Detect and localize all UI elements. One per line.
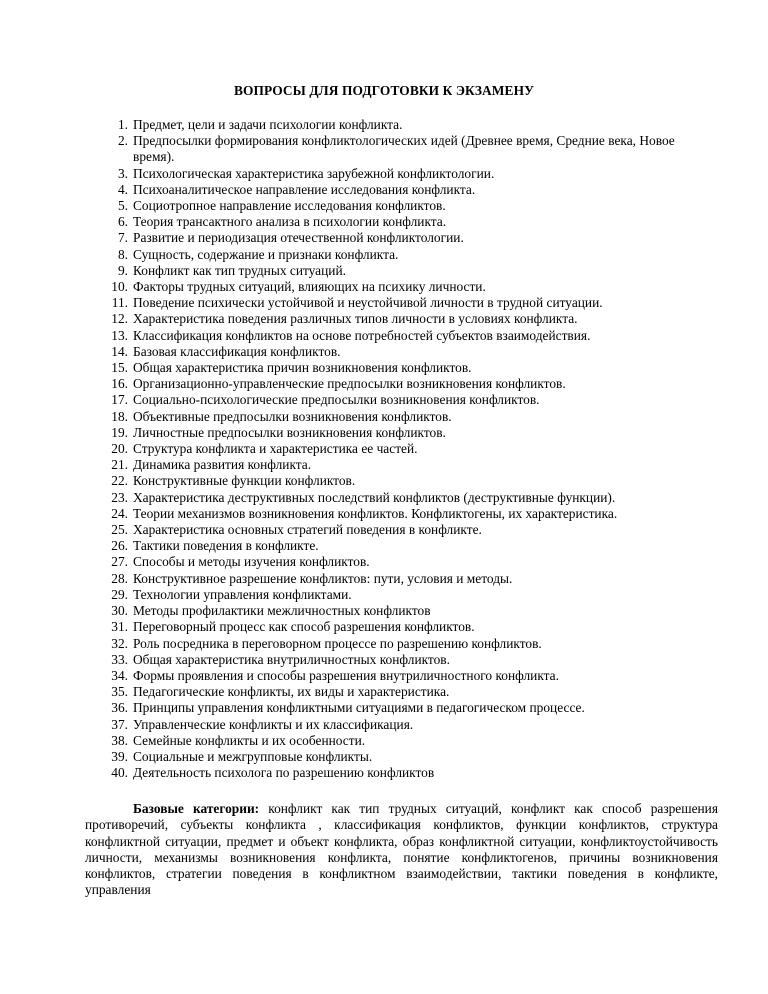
question-number: 12. — [111, 311, 128, 327]
question-number: 20. — [111, 441, 128, 457]
question-item — [106, 749, 716, 765]
question-text: Социально-психологические предпосылки возникновения конфликтов. — [133, 392, 540, 408]
question-list — [106, 117, 716, 781]
question-text: Методы профилактики межличностных конфликтов — [133, 603, 431, 619]
question-number: 19. — [111, 424, 128, 440]
question-number: 25. — [111, 522, 128, 538]
question-number: 37. — [111, 716, 128, 732]
question-number: 29. — [111, 586, 128, 602]
question-text: Развитие и периодизация отечественной конфликтологии. — [133, 230, 464, 246]
question-item — [106, 279, 716, 295]
question-item — [106, 619, 716, 635]
question-number: 3. — [117, 165, 128, 181]
question-number: 10. — [111, 279, 128, 295]
question-item — [106, 117, 716, 133]
question-number: 16. — [111, 376, 128, 392]
question-text: Психоаналитическое направление исследования конфликта. — [133, 181, 476, 197]
question-text: Поведение психически устойчивой и неустойчивой личности в трудной ситуации. — [133, 295, 603, 311]
question-text: Общая характеристика внутриличностных конфликтов. — [133, 651, 450, 667]
question-number: 22. — [111, 473, 128, 489]
question-text: Характеристика поведения различных типов личности в условиях конфликта. — [133, 311, 578, 327]
question-item — [106, 392, 716, 408]
question-number: 23. — [111, 489, 128, 505]
question-item — [106, 263, 716, 279]
question-text: Классификация конфликтов на основе потребностей субъектов взаимодействия. — [133, 327, 591, 343]
question-text: Базовая классификация конфликтов. — [133, 343, 341, 359]
question-text: Способы и методы изучения конфликтов. — [133, 554, 370, 570]
question-item — [106, 700, 716, 716]
question-text: Технологии управления конфликтами. — [133, 586, 352, 602]
question-number: 9. — [117, 262, 128, 278]
question-item — [106, 457, 716, 473]
question-item — [106, 214, 716, 230]
question-number: 35. — [111, 684, 128, 700]
question-item — [106, 198, 716, 214]
question-text: Личностные предпосылки возникновения конфликтов. — [133, 424, 446, 440]
question-item — [106, 247, 716, 263]
question-item — [106, 376, 716, 392]
question-text: Предпосылки формирования конфликтологических идей (Древнее время, Средние века, Новое время). — [133, 133, 675, 165]
question-number: 2. — [117, 133, 128, 149]
question-text: Характеристика основных стратегий поведения в конфликте. — [133, 522, 482, 538]
question-item — [106, 295, 716, 311]
question-number: 38. — [111, 732, 128, 748]
question-text: Деятельность психолога по разрешению конфликтов — [133, 765, 435, 781]
question-text: Конструктивное разрешение конфликтов: пути, условия и методы. — [133, 570, 513, 586]
question-item — [106, 765, 716, 781]
question-item — [106, 571, 716, 587]
question-text: Управленческие конфликты и их классификация. — [133, 716, 414, 732]
question-item — [106, 684, 716, 700]
question-text: Формы проявления и способы разрешения внутриличностного конфликта. — [133, 667, 559, 683]
question-item — [106, 133, 716, 165]
question-text: Конструктивные функции конфликтов. — [133, 473, 356, 489]
question-item — [106, 344, 716, 360]
page-title: ВОПРОСЫ ДЛЯ ПОДГОТОВКИ К ЭКЗАМЕНУ — [233, 83, 535, 98]
question-text: Организационно-управленческие предпосылки возникновения конфликтов. — [133, 376, 566, 392]
question-text: Объективные предпосылки возникновения конфликтов. — [133, 408, 452, 424]
question-text: Характеристика деструктивных последствий конфликтов (деструктивные функции). — [133, 489, 616, 505]
question-text: Семейные конфликты и их особенности. — [133, 732, 366, 748]
question-item — [106, 587, 716, 603]
question-number: 18. — [111, 408, 128, 424]
question-text: Педагогические конфликты, их виды и характеристика. — [133, 684, 450, 700]
question-item — [106, 636, 716, 652]
question-number: 28. — [111, 570, 128, 586]
basic-categories-label: Базовые категории: — [133, 801, 260, 816]
question-text: Тактики поведения в конфликте. — [133, 538, 319, 554]
question-number: 4. — [117, 181, 128, 197]
question-number: 15. — [111, 360, 128, 376]
question-text: Структура конфликта и характеристика ее частей. — [133, 441, 418, 457]
question-item — [106, 733, 716, 749]
question-number: 6. — [117, 214, 128, 230]
question-item — [106, 311, 716, 327]
question-item — [106, 166, 716, 182]
question-item — [106, 554, 716, 570]
question-text: Социальные и межгрупповые конфликты. — [133, 748, 373, 764]
question-number: 8. — [117, 246, 128, 262]
question-item — [106, 473, 716, 489]
question-text: Общая характеристика причин возникновения конфликтов. — [133, 360, 472, 376]
question-item — [106, 506, 716, 522]
question-number: 14. — [111, 343, 128, 359]
question-item — [106, 182, 716, 198]
question-number: 1. — [117, 117, 128, 132]
question-item — [106, 425, 716, 441]
question-number: 34. — [111, 667, 128, 683]
question-text: Принципы управления конфликтными ситуациями в педагогическом процессе. — [133, 700, 585, 716]
question-number: 39. — [111, 748, 128, 764]
question-text: Переговорный процесс как способ разрешения конфликтов. — [133, 619, 475, 635]
question-number: 17. — [111, 392, 128, 408]
question-item — [106, 409, 716, 425]
question-item — [106, 328, 716, 344]
question-number: 32. — [111, 635, 128, 651]
question-number: 7. — [117, 230, 128, 246]
question-item — [106, 652, 716, 668]
question-number: 24. — [111, 505, 128, 521]
question-item — [106, 603, 716, 619]
question-text: Социотропное направление исследования конфликтов. — [133, 198, 446, 214]
question-number: 31. — [111, 619, 128, 635]
question-number: 27. — [111, 554, 128, 570]
question-item — [106, 538, 716, 554]
question-item — [106, 490, 716, 506]
question-item — [106, 668, 716, 684]
question-text: Факторы трудных ситуаций, влияющих на психику личности. — [133, 279, 486, 295]
question-number: 40. — [111, 765, 128, 781]
question-text: Роль посредника в переговорном процессе по разрешению конфликтов. — [133, 635, 542, 651]
basic-categories-paragraph — [85, 801, 718, 899]
question-number: 36. — [111, 700, 128, 716]
question-number: 33. — [111, 651, 128, 667]
basic-categories-text: конфликт как тип трудных ситуаций, конфликт как способ разрешения противоречий, субъекты конфликта , классификация конфликтов, функции конфликтов, структура конфликтной ситуации, предмет и объект конфликта, образ конфликтной ситуации, конфликтоустойчивость личности, механизмы возникновения конфликта, понятие конфликтогенов, причины возникновения конфликтов, стратегии поведения в конфликтном взаимодействии, тактики поведения в конфликте, управления — [85, 801, 719, 898]
question-text: Психологическая характеристика зарубежной конфликтологии. — [133, 165, 495, 181]
question-text: Теория трансактного анализа в психологии конфликта. — [133, 214, 447, 230]
question-number: 21. — [111, 457, 128, 473]
question-item — [106, 522, 716, 538]
question-number: 11. — [111, 295, 128, 311]
question-text: Конфликт как тип трудных ситуаций. — [133, 262, 346, 278]
question-text: Сущность, содержание и признаки конфликта. — [133, 246, 399, 262]
question-text: Динамика развития конфликта. — [133, 457, 312, 473]
question-item — [106, 230, 716, 246]
question-item — [106, 360, 716, 376]
question-text: Теории механизмов возникновения конфликтов. Конфликтогены, их характеристика. — [133, 505, 618, 521]
question-number: 13. — [111, 327, 128, 343]
question-number: 30. — [111, 603, 128, 619]
question-item — [106, 441, 716, 457]
question-number: 26. — [111, 538, 128, 554]
question-number: 5. — [117, 198, 128, 214]
question-text: Предмет, цели и задачи психологии конфликта. — [133, 117, 403, 132]
question-item — [106, 717, 716, 733]
